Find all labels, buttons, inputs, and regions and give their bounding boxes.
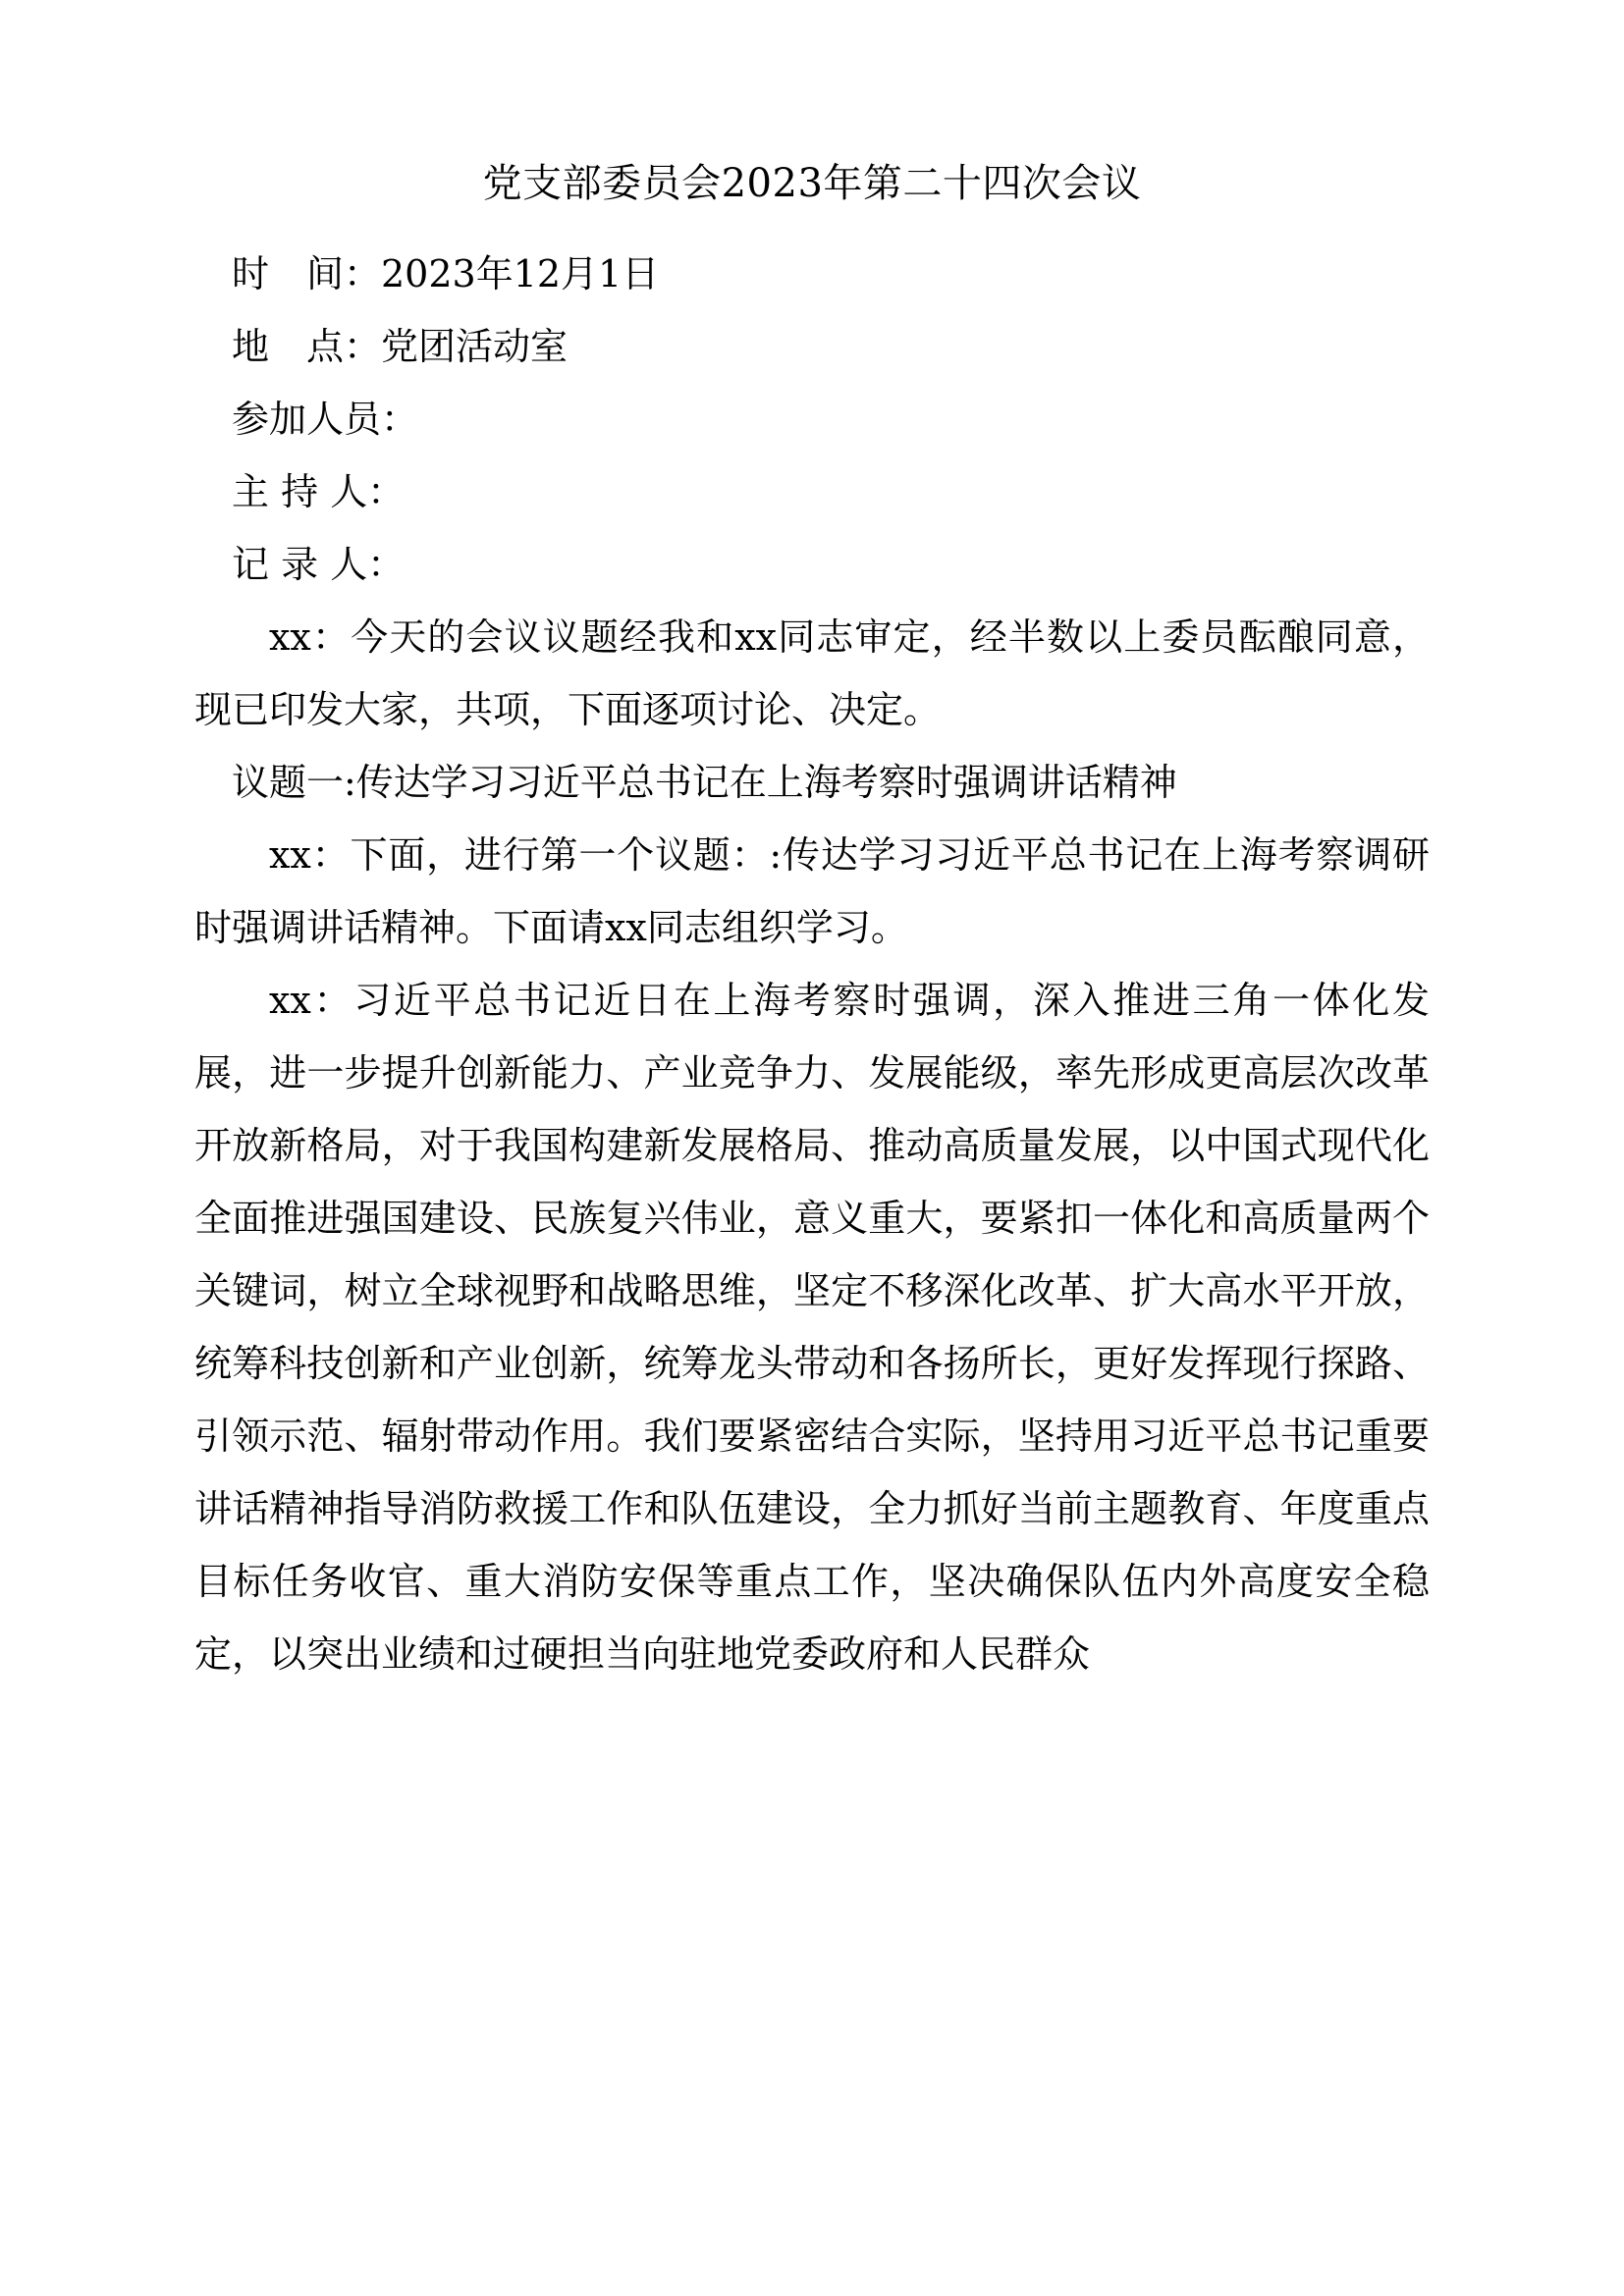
- opening-remarks: xx：今天的会议议题经我和xx同志审定，经半数以上委员酝酿同意，现已印发大家，共项，下面逐项讨论、决定。: [194, 615, 1430, 731]
- agenda-item-one-intro: xx：下面，进行第一个议题：:传达学习习近平总书记在上海考察调研时强调讲话精神。下面请xx同志组织学习。: [194, 833, 1430, 949]
- meeting-attendees: 参加人员：: [232, 398, 419, 441]
- agenda-item-one-heading: 议题一:传达学习习近平总书记在上海考察时强调讲话精神: [232, 761, 1177, 804]
- meeting-recorder: 记 录 人：: [232, 543, 406, 586]
- meeting-time: 时 间：2023年12月1日: [232, 252, 660, 295]
- page-title: 党支部委员会2023年第二十四次会议: [482, 161, 1142, 206]
- meeting-host: 主 持 人：: [232, 470, 406, 513]
- agenda-item-one-content: xx：习近平总书记近日在上海考察时强调，深入推进三角一体化发展，进一步提升创新能力、产业竞争力、发展能级，率先形成更高层次改革开放新格局，对于我国构建新发展格局、推动高质量发展，以中国式现代化全面推进强国建设、民族复兴伟业，意义重大，要紧扣一体化和高质量两个关键词，树立全球视野和战略思维，坚定不移深化改革、扩大高水平开放，统筹科技创新和产业创新，统筹龙头带动和各扬所长，更好发挥现行探路、引领示范、辐射带动作用。我们要紧密结合实际，坚持用习近平总书记重要讲话精神指导消防救援工作和队伍建设，全力抓好当前主题教育、年度重点目标任务收官、重大消防安保等重点工作，坚决确保队伍内外高度安全稳定，以突出业绩和过硬担当向驻地党委政府和人民群众: [194, 979, 1430, 1676]
- meeting-place: 地 点：党团活动室: [232, 325, 568, 368]
- document-body: [194, 147, 1430, 1690]
